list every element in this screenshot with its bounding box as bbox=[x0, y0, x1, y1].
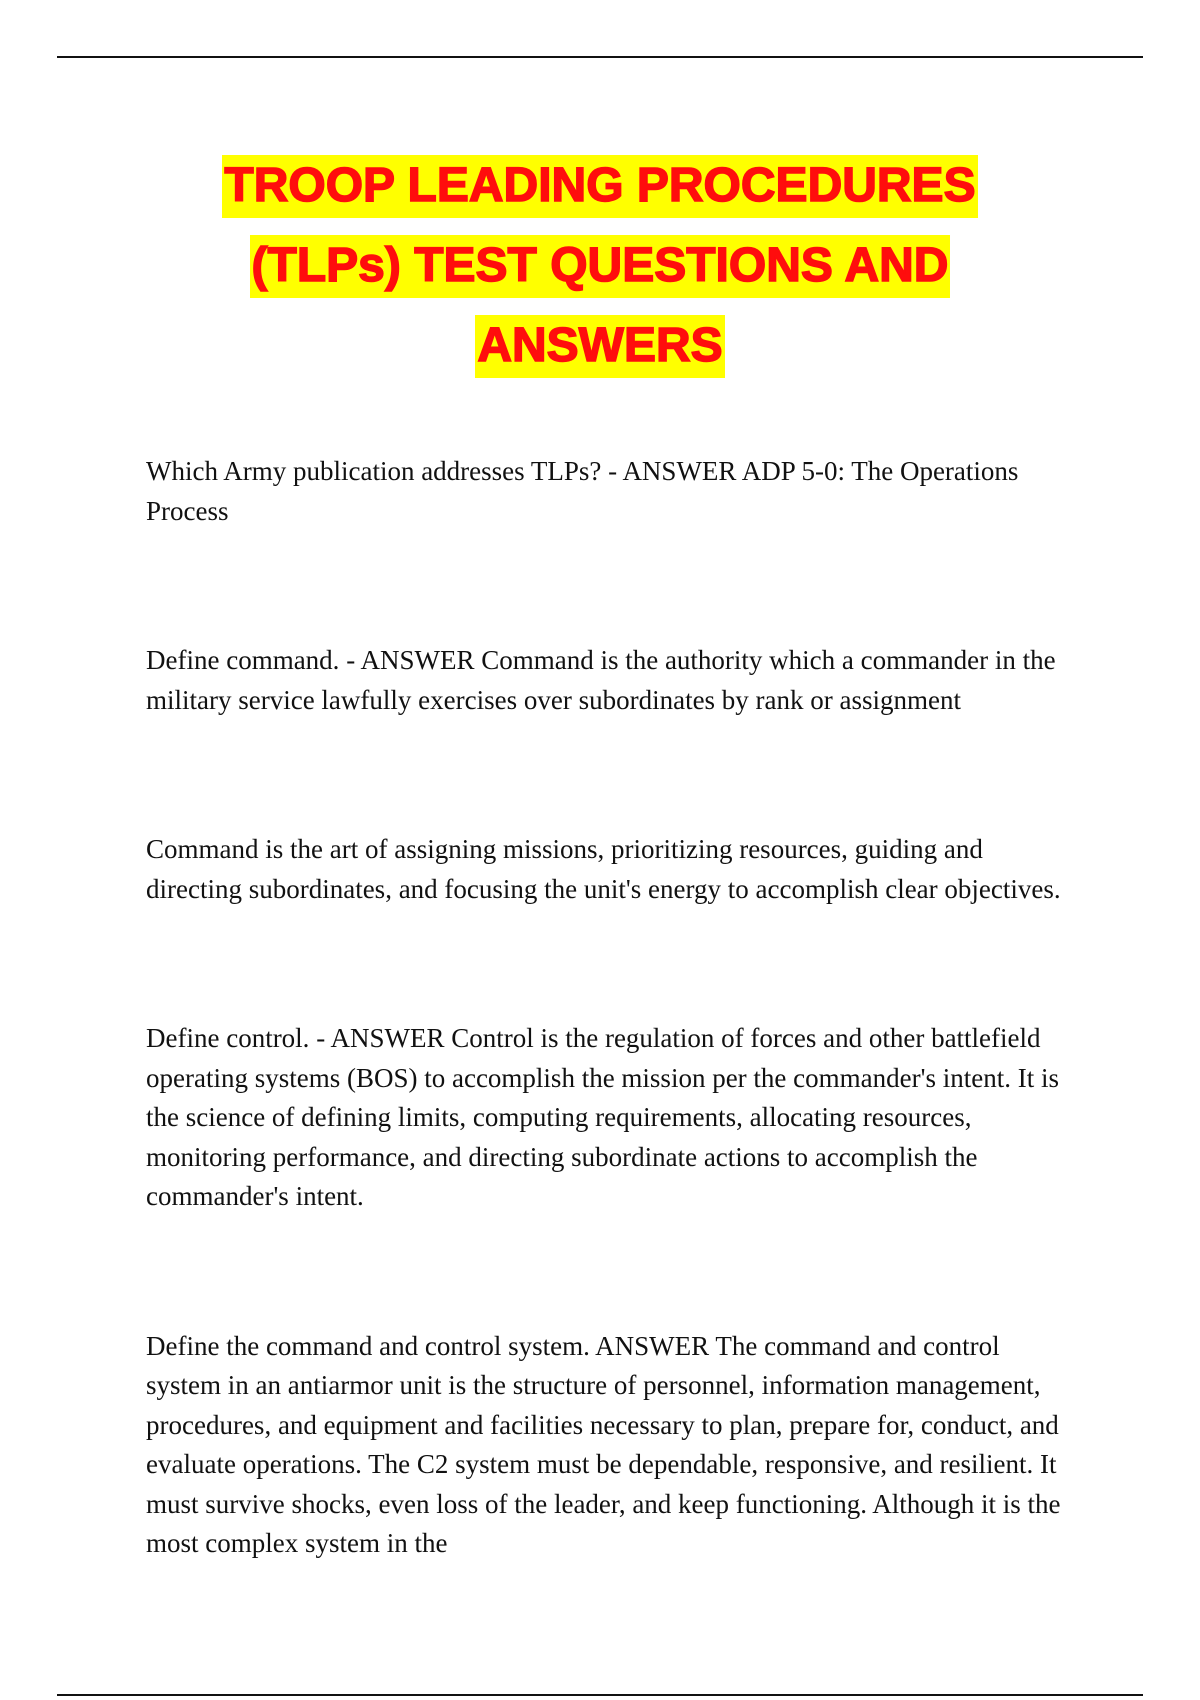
qa-content bbox=[146, 452, 1066, 1674]
answer-text: Command is the art of assigning missions, prioritizing resources, guiding and directing subordinates, and focusing the unit's energy to accomplish clear objectives. bbox=[146, 834, 1061, 904]
answer-label: ANSWER bbox=[360, 645, 475, 675]
qa-entry bbox=[146, 452, 1066, 531]
title-line-2: (TLPs) TEST QUESTIONS AND bbox=[0, 226, 1200, 306]
top-rule bbox=[57, 56, 1143, 58]
separator: - bbox=[309, 1023, 331, 1053]
answer-text: Control is the regulation of forces and other battlefield operating systems (BOS) to accomplish the mission per the commander's intent. It is the science of defining limits, computing requirements, allocating resources, monitoring performance, and directing subordinate actions to accomplish the commander's intent. bbox=[146, 1023, 1059, 1211]
qa-entry bbox=[146, 1327, 1066, 1564]
qa-entry bbox=[146, 1019, 1066, 1217]
title-line-1: TROOP LEADING PROCEDURES bbox=[0, 146, 1200, 226]
qa-entry bbox=[146, 830, 1066, 909]
answer-label: ANSWER bbox=[595, 1330, 710, 1361]
question-text: Define control. bbox=[146, 1023, 310, 1053]
title-line-3: ANSWERS bbox=[0, 306, 1200, 386]
document-title bbox=[0, 146, 1200, 386]
bottom-rule bbox=[57, 1694, 1143, 1696]
answer-text: The command and control system in an antiarmor unit is the structure of personnel, information management, procedures, and equipment and facilities necessary to plan, prepare for, conduct, and evaluate operations. The C2 system must be dependable, responsive, and resilient. It must survive shocks, even loss of the leader, and keep functioning. Although it is the most complex system in the bbox=[146, 1330, 1061, 1558]
separator: - bbox=[339, 645, 361, 675]
question-text: Which Army publication addresses TLPs? bbox=[146, 456, 602, 486]
answer-label: ANSWER bbox=[330, 1023, 445, 1053]
question-text: Define the command and control system. bbox=[146, 1330, 590, 1361]
qa-entry bbox=[146, 641, 1066, 720]
answer-text: Command is the authority which a commander in the military service lawfully exercises over subordinates by rank or assignment bbox=[146, 645, 1056, 715]
answer-label: ANSWER bbox=[622, 456, 737, 486]
answer-text: ADP 5-0: The Operations Process bbox=[146, 456, 1019, 526]
question-text: Define command. bbox=[146, 645, 340, 675]
separator: - bbox=[601, 456, 623, 486]
